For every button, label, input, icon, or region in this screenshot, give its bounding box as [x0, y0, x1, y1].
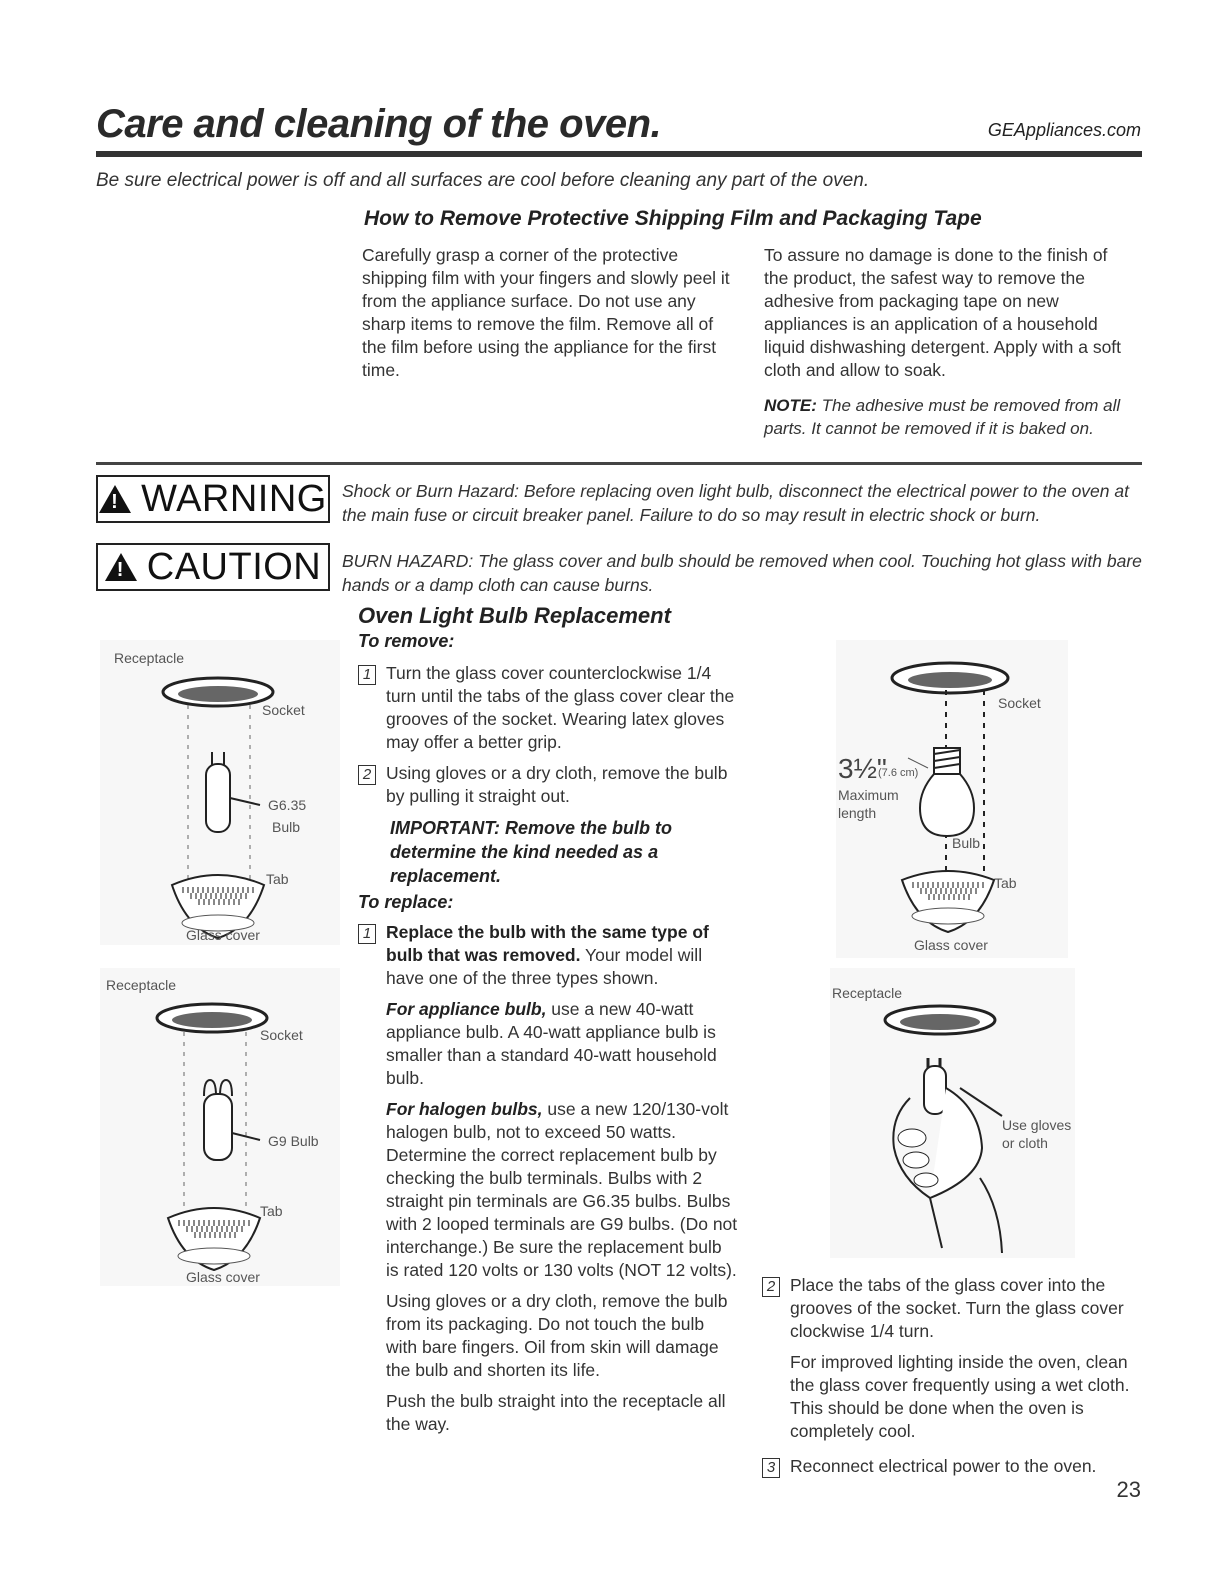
replace-step-3: [762, 1455, 1140, 1478]
replace-step-2: [762, 1274, 1140, 1443]
remove-step-2-text: Using gloves or a dry cloth, remove the bulb by pulling it straight out.: [386, 763, 728, 806]
right-steps: [762, 1274, 1140, 1478]
glass-cover-label: Glass cover: [914, 937, 988, 953]
film-col1: Carefully grasp a corner of the protective shipping film with your fingers and slowly peel it from the appliance surface. Do not use any sharp items to remove the film. Remove all of the film before using the appliance for the first time.: [362, 245, 730, 380]
use-gloves-label: Use gloves: [1002, 1117, 1072, 1133]
intro-text: Be sure electrical power is off and all surfaces are cool before cleaning any part of the oven.: [96, 170, 870, 191]
caution-label: CAUTION: [146, 545, 322, 588]
step-number: 3: [762, 1458, 780, 1478]
caution-text: BURN HAZARD: The glass cover and bulb should be removed when cool. Touching hot glass with bare hands or a damp cloth can cause burns.: [342, 551, 1142, 595]
remove-step-1-text: Turn the glass cover counterclockwise 1/4 turn until the tabs of the glass cover clear the grooves of the socket. Wearing latex gloves may offer a better grip.: [386, 663, 735, 752]
use-gloves-label: or cloth: [1002, 1135, 1048, 1151]
tab-label: Tab: [260, 1203, 283, 1219]
g9-bulb-diagram: [100, 968, 340, 1286]
receptacle-label: Receptacle: [114, 650, 185, 666]
max-length-value: 3½": [838, 753, 887, 784]
g635-bulb-diagram: [100, 640, 340, 945]
bulb-label: Bulb: [272, 819, 301, 835]
remove-step-2: [358, 762, 738, 808]
push-text: Push the bulb straight into the receptacle all the way.: [386, 1391, 726, 1434]
warning-label: WARNING: [141, 477, 327, 520]
step-number: 1: [358, 665, 376, 685]
remove-step-1: [358, 662, 738, 754]
appliance-bulb-diagram: [808, 640, 1068, 958]
socket-label: Socket: [262, 702, 305, 718]
bulb-heading: Oven Light Bulb Replacement: [358, 603, 671, 628]
receptacle-icon: [885, 1006, 995, 1034]
receptacle-label: Receptacle: [106, 977, 177, 993]
tab-label: Tab: [266, 871, 289, 887]
receptacle-icon: [157, 1004, 267, 1032]
step-number: 2: [358, 765, 376, 785]
film-heading: How to Remove Protective Shipping Film and Packaging Tape: [364, 207, 982, 230]
max-length-label: length: [838, 805, 877, 821]
film-note: [764, 394, 1136, 440]
page-number: 23: [1116, 1477, 1141, 1502]
socket-label: Socket: [260, 1027, 303, 1043]
warning-text: Shock or Burn Hazard: Before replacing oven light bulb, disconnect the electrical power to the oven at the main fuse or circuit breaker panel. Failure to do so may result in electric shock or burn.: [342, 481, 1129, 525]
bulb-label: Bulb: [952, 835, 981, 851]
gloves-diagram: [830, 968, 1075, 1268]
film-col2: To assure no damage is done to the finish of the product, the safest way to remove the adhesive from packaging tape on new appliances is an application of a household liquid dishwashing detergent. Apply with a soft cloth and allow to soak.: [764, 245, 1122, 380]
receptacle-icon: [163, 678, 273, 706]
warning-icon: !: [99, 485, 131, 513]
max-length-cm: (7.6 cm): [878, 767, 919, 779]
socket-label: Socket: [998, 695, 1041, 711]
note-text: The adhesive must be removed from all parts. It cannot be removed if it is baked on.: [764, 396, 1121, 438]
caution-sign: [96, 543, 330, 591]
page-title: Care and cleaning of the oven.: [96, 102, 662, 146]
halogen-bulb-text: use a new 120/130-volt halogen bulb, not to exceed 50 watts. Determine the correct replacement bulb by checking the bulb terminals. Bulbs with 2 straight pin terminals are G6.35 bulbs. Bulbs with 2 looped terminals are G9 bulbs. (Do not interchange.) Be sure the replacement bulb is rated 120 volts or 130 volts (NOT 12 volts).: [386, 1099, 738, 1280]
to-replace-label: To replace:: [358, 892, 454, 912]
step-number: 1: [358, 924, 376, 944]
replace-step-2-text: Place the tabs of the glass cover into the grooves of the socket. Turn the glass cover clockwise 1/4 turn.: [790, 1275, 1124, 1341]
receptacle-icon: [892, 663, 1008, 693]
improved-lighting-text: For improved lighting inside the oven, clean the glass cover frequently using a wet cloth. This should be done when the oven is completely cool.: [790, 1352, 1130, 1441]
step-number: 2: [762, 1277, 780, 1297]
bulb-type-label: G6.35: [268, 797, 307, 813]
replace-step-1: [358, 921, 738, 1436]
appliance-bulb-text: use a new 40-watt appliance bulb. A 40-watt appliance bulb is smaller than a standard 40-watt household bulb.: [386, 999, 717, 1088]
site-url[interactable]: GEAppliances.com: [987, 120, 1141, 140]
note-label: NOTE:: [764, 396, 817, 415]
max-length-label: Maximum: [838, 787, 899, 803]
caution-icon: !: [105, 553, 137, 581]
to-remove-label: To remove:: [358, 631, 455, 651]
gloves-text: Using gloves or a dry cloth, remove the bulb from its packaging. Do not touch the bulb with bare fingers. Oil from skin will damage the bulb and shorten its life.: [386, 1291, 728, 1380]
glass-cover-label: Glass cover: [186, 1269, 260, 1285]
bulb-section: [358, 603, 738, 1436]
bulb-label: G9 Bulb: [268, 1133, 319, 1149]
receptacle-label: Receptacle: [832, 985, 903, 1001]
halogen-bulb-label: For halogen bulbs,: [386, 1099, 543, 1119]
important-note: IMPORTANT: Remove the bulb to determine the kind needed as a replacement.: [390, 818, 672, 886]
glass-cover-label: Glass cover: [186, 927, 260, 943]
header-rule: [96, 151, 1142, 157]
appliance-bulb-label: For appliance bulb,: [386, 999, 547, 1019]
tab-label: Tab: [994, 875, 1017, 891]
replace-step-1-text: Your model will have one of the three types shown.: [386, 945, 703, 988]
replace-step-1-bold: Replace the bulb with the same type of bulb that was removed.: [386, 922, 709, 965]
warning-sign: [96, 475, 330, 523]
section-rule: [96, 462, 1142, 465]
replace-step-3-text: Reconnect electrical power to the oven.: [790, 1456, 1097, 1476]
